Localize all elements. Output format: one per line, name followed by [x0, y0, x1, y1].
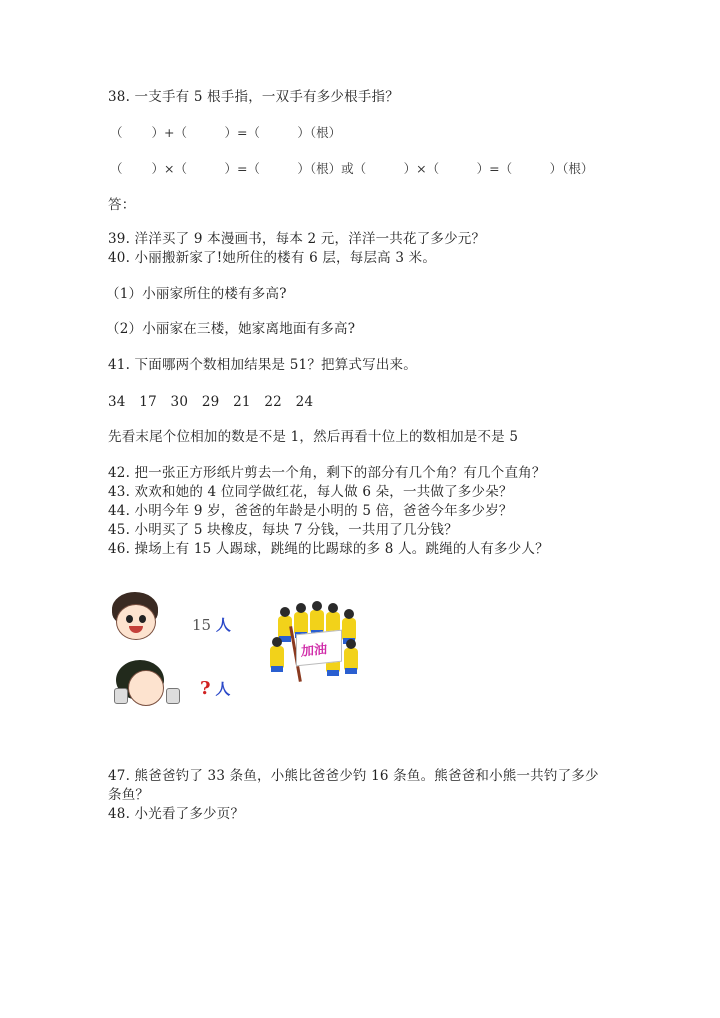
question-46-illustration	[108, 592, 368, 714]
girl-face-illustration	[128, 670, 164, 706]
kid-figure	[270, 646, 284, 668]
question-47-line-2: 条鱼？	[108, 787, 150, 803]
question-42: 42. 把一张正方形纸片剪去一个角，剩下的部分有几个角？有几个直角？	[108, 465, 546, 481]
question-41-hint: 先看末尾个位相加的数是不是 1，然后再看十位上的数相加是不是 5	[108, 429, 519, 445]
girl-count-unit: 人	[215, 680, 231, 698]
question-45: 45. 小明买了 5 块橡皮，每块 7 分钱，一共用了几分钱？	[108, 522, 458, 538]
question-44: 44. 小明今年 9 岁，爸爸的年龄是小明的 5 倍，爸爸今年多少岁？	[108, 503, 513, 519]
question-40-part-1: （1）小丽家所住的楼有多高?	[106, 286, 287, 302]
question-47-line-1: 47. 熊爸爸钓了 33 条鱼，小熊比爸爸少钓 16 条鱼。熊爸爸和小熊一共钓了多少	[108, 768, 599, 784]
kid-figure	[344, 648, 358, 670]
question-41: 41. 下面哪两个数相加结果是 51？把算式写出来。	[108, 357, 417, 373]
kid-figure	[342, 618, 356, 640]
boy-mouth-icon	[129, 626, 143, 633]
boy-count-label	[192, 614, 231, 635]
question-43: 43. 欢欢和她的 4 位同学做红花，每人做 6 朵，一共做了多少朵？	[108, 484, 513, 500]
question-38-addition-formula: （ ）+（ ）=（ ）（根）	[110, 125, 342, 140]
kid-figure	[294, 612, 308, 634]
question-41-numbers: 34 17 30 29 21 22 24	[108, 394, 314, 410]
pointing-hand-left-icon	[114, 688, 128, 704]
question-38-answer-label: 答：	[108, 197, 136, 213]
cheer-banner	[296, 630, 342, 667]
unknown-count-question-mark: ?	[200, 678, 211, 699]
boy-face-illustration	[116, 604, 156, 640]
boy-count-unit: 人	[215, 616, 231, 634]
boy-eye-icon	[126, 615, 133, 623]
kid-figure	[310, 610, 324, 632]
question-48: 48. 小光看了多少页？	[108, 806, 245, 822]
boy-eye-icon	[139, 615, 146, 623]
question-39: 39. 洋洋买了 9 本漫画书，每本 2 元，洋洋一共花了多少元？	[108, 231, 486, 247]
girl-count-label	[200, 678, 230, 699]
question-40: 40. 小丽搬新家了!她所住的楼有 6 层，每层高 3 米。	[108, 250, 437, 266]
question-40-part-2: （2）小丽家在三楼，她家离地面有多高?	[106, 321, 356, 337]
banner-text: 加油	[301, 642, 328, 660]
question-38: 38. 一支手有 5 根手指，一双手有多少根手指？	[108, 89, 399, 105]
pointing-hand-right-icon	[166, 688, 180, 704]
question-38-multiplication-formula: （ ）×（ ）=（ ）（根）或（ ）×（ ）=（ ）（根）	[110, 161, 594, 176]
boy-count: 15	[192, 616, 212, 634]
cheering-kids-illustration	[266, 606, 362, 684]
question-46: 46. 操场上有 15 人踢球，跳绳的比踢球的多 8 人。跳绳的人有多少人？	[108, 541, 549, 557]
